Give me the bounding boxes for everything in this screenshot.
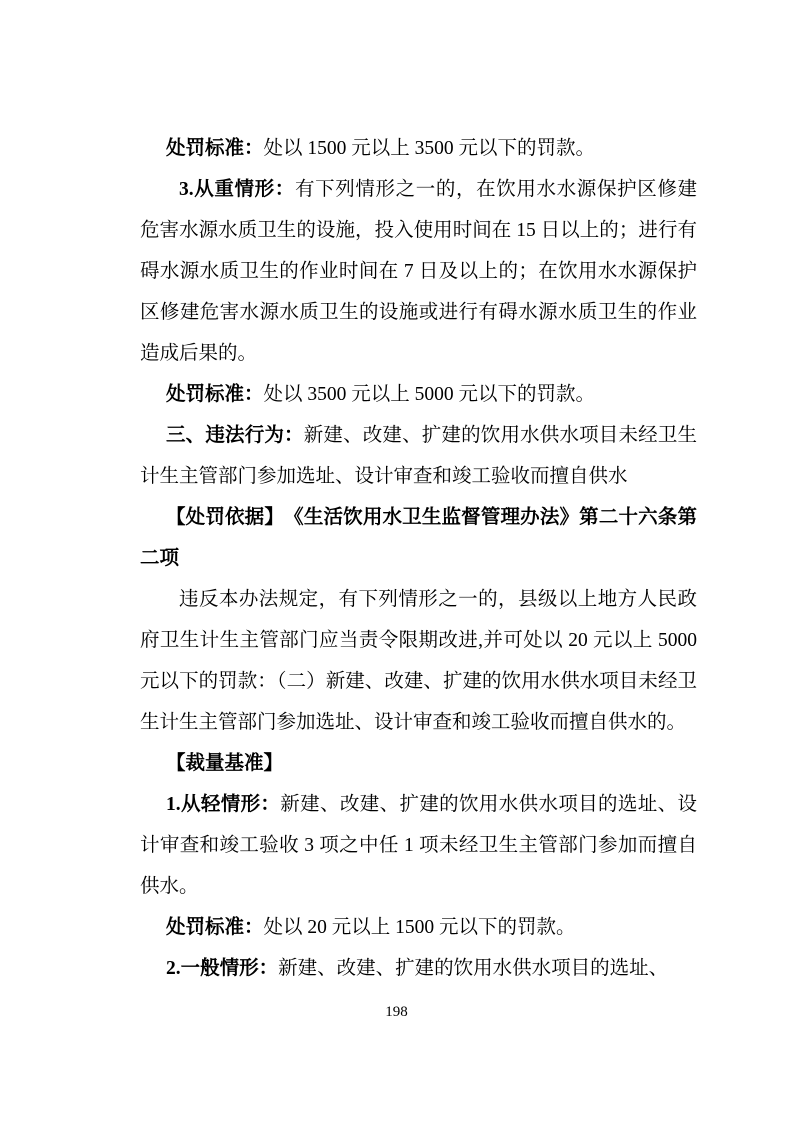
paragraph-text: 有下列情形之一的，在饮用水水源保护区修建危害水源水质卫生的设施，投入使用时间在 15 日以上的；进行有碍水源水质卫生的作业时间在 7 日及以上的；在饮用水水源保护区修建危害水源水质卫生的设施或进行有碍水源水质卫生的作业造成后果的。 [140, 179, 697, 364]
paragraph-text: 新建、改建、扩建的饮用水供水项目的选址、 [278, 958, 669, 979]
paragraph-aggravating-circumstance [140, 169, 697, 374]
paragraph-penalty-basis-heading [140, 497, 697, 579]
paragraph-general-circumstance [140, 948, 697, 989]
paragraph-text: 新建、改建、扩建的饮用水供水项目未经卫生计生主管部门参加选址、设计审查和竣工验收而擅自供水 [140, 425, 697, 487]
paragraph-penalty-standard-2 [140, 374, 697, 415]
paragraph-text: 处以 3500 元以上 5000 元以下的罚款。 [263, 384, 596, 405]
paragraph-text: 《生活饮用水卫生监督管理办法》第二十六条第二项 [140, 507, 697, 569]
paragraph-lead-label: 3.从重情形： [179, 179, 295, 200]
paragraph-text: 处以 1500 元以上 3500 元以下的罚款。 [263, 138, 596, 159]
paragraph-lead-label: 三、违法行为： [166, 425, 304, 446]
paragraph-text: 新建、改建、扩建的饮用水供水项目的选址、设计审查和竣工验收 3 项之中任 1 项未经卫生主管部门参加而擅自供水。 [140, 794, 697, 897]
paragraph-mitigating-circumstance [140, 784, 697, 907]
paragraph-discretion-criteria-heading [140, 743, 697, 784]
paragraph-lead-label: 处罚标准： [166, 384, 264, 405]
paragraph-text: 违反本办法规定，有下列情形之一的，县级以上地方人民政府卫生计生主管部门应当责令限期改进,并可处以 20 元以上 5000 元以下的罚款：（二）新建、改建、扩建的饮用水供水项目未经卫生计生主管部门参加选址、设计审查和竣工验收而擅自供水的。 [140, 589, 697, 733]
page-number: 198 [385, 1004, 408, 1020]
paragraph-regulation-quote [140, 579, 697, 743]
paragraph-lead-label: 2.一般情形： [166, 958, 279, 979]
paragraph-lead-label: 【处罚依据】 [166, 507, 275, 528]
paragraph-lead-label: 处罚标准： [166, 138, 264, 159]
paragraph-lead-label: 1.从轻情形： [166, 794, 281, 815]
paragraph-penalty-standard-1 [140, 128, 697, 169]
document-body [140, 128, 697, 989]
paragraph-lead-label: 【裁量基准】 [166, 753, 284, 774]
paragraph-text: 处以 20 元以上 1500 元以下的罚款。 [263, 917, 576, 938]
paragraph-penalty-standard-3 [140, 907, 697, 948]
paragraph-violation-item-three [140, 415, 697, 497]
paragraph-lead-label: 处罚标准： [166, 917, 264, 938]
